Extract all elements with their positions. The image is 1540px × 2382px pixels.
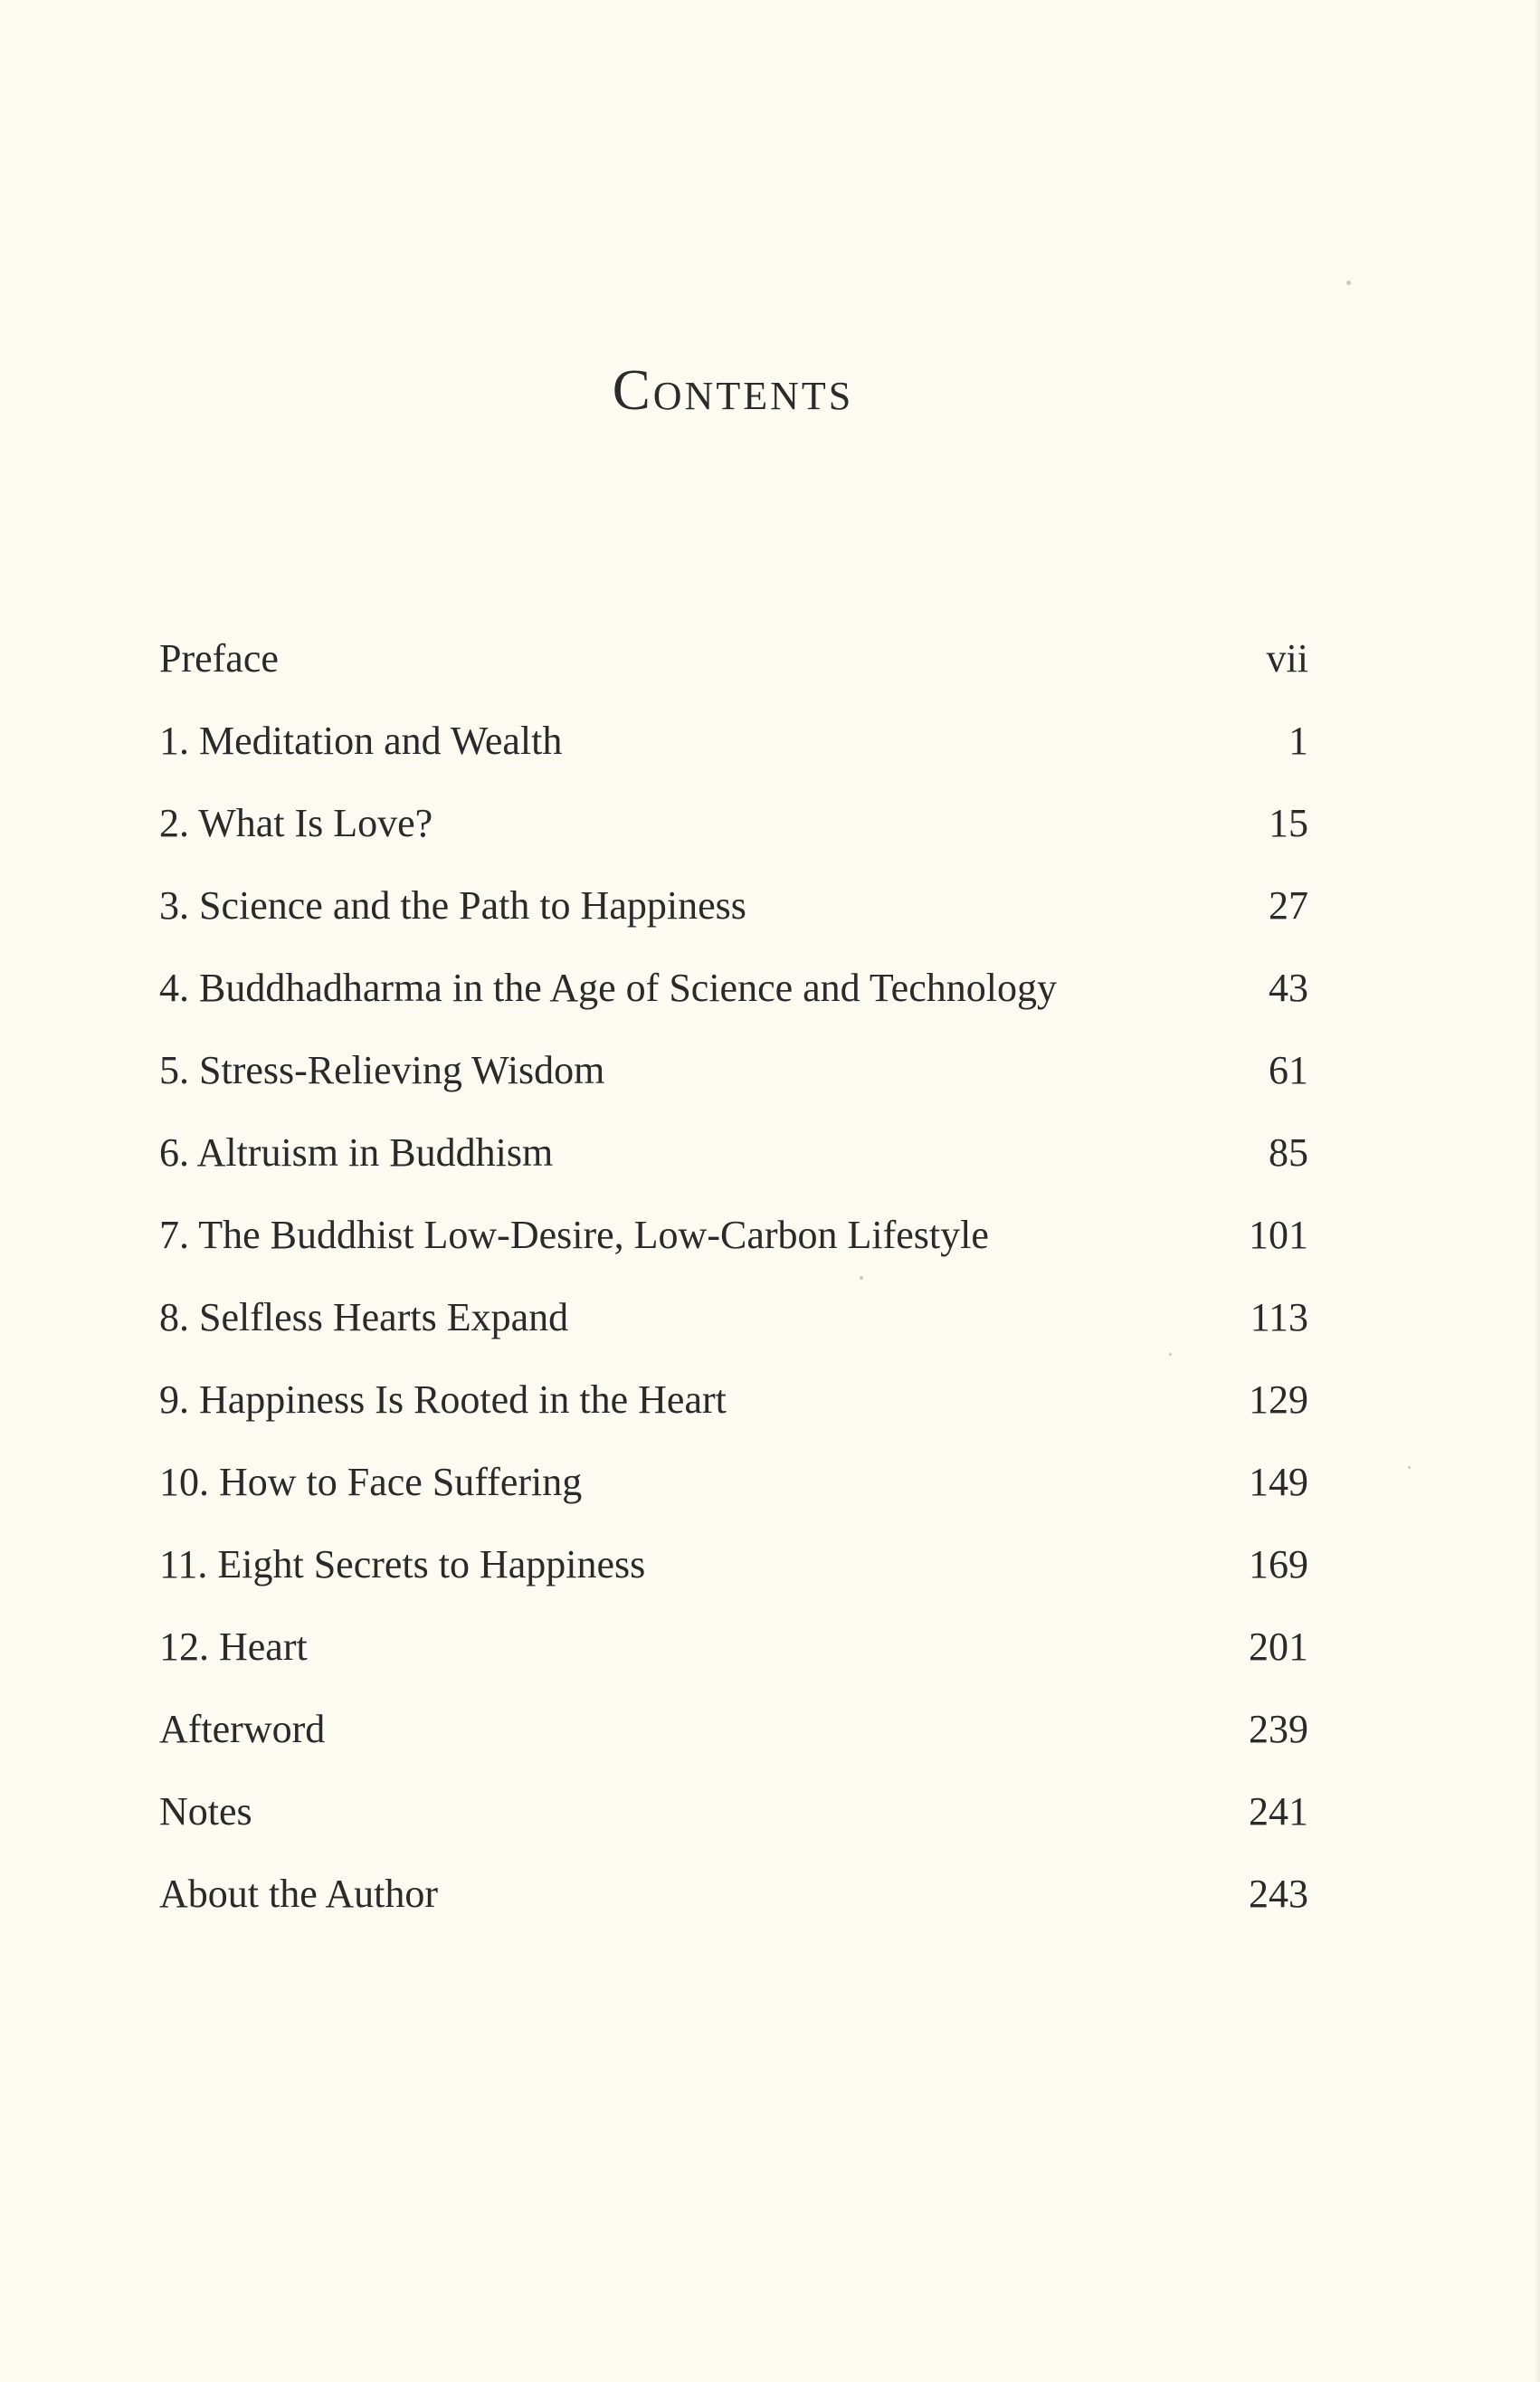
toc-entry-label: 7. The Buddhist Low-Desire, Low-Carbon Lifestyle bbox=[159, 1213, 989, 1257]
toc-entry-page: 149 bbox=[1249, 1460, 1308, 1504]
toc-entry-page: 27 bbox=[1269, 883, 1308, 928]
toc-entry-label: 12. Heart bbox=[159, 1625, 308, 1669]
toc-entry-chapter-1[interactable] bbox=[159, 707, 1308, 789]
toc-entry-chapter-7[interactable] bbox=[159, 1201, 1308, 1283]
toc-entry-page: 1 bbox=[1288, 719, 1308, 763]
toc-entry-label: Afterword bbox=[159, 1707, 326, 1751]
toc-entry-page: 239 bbox=[1249, 1707, 1308, 1751]
toc-entry-page: 85 bbox=[1269, 1130, 1308, 1175]
toc-entry-chapter-5[interactable] bbox=[159, 1036, 1308, 1119]
toc-entry-chapter-8[interactable] bbox=[159, 1283, 1308, 1366]
toc-entry-chapter-3[interactable] bbox=[159, 872, 1308, 954]
toc-entry-chapter-11[interactable] bbox=[159, 1530, 1308, 1613]
toc-entry-chapter-9[interactable] bbox=[159, 1366, 1308, 1448]
toc-entry-page: 43 bbox=[1269, 966, 1308, 1010]
toc-entry-preface[interactable] bbox=[159, 624, 1308, 707]
paper-speck bbox=[1346, 281, 1351, 285]
toc-entry-page: 201 bbox=[1249, 1625, 1308, 1669]
toc-entry-chapter-10[interactable] bbox=[159, 1448, 1308, 1530]
toc-entry-label: 1. Meditation and Wealth bbox=[159, 719, 563, 763]
toc-entry-page: 15 bbox=[1269, 801, 1308, 845]
toc-entry-chapter-12[interactable] bbox=[159, 1613, 1308, 1695]
toc-entry-page: 129 bbox=[1249, 1377, 1308, 1422]
toc-entry-label: 8. Selfless Hearts Expand bbox=[159, 1295, 569, 1339]
toc-entry-chapter-6[interactable] bbox=[159, 1119, 1308, 1201]
toc-entry-page: 169 bbox=[1249, 1542, 1308, 1586]
page-edge-shadow bbox=[1535, 0, 1540, 2382]
toc-entry-chapter-2[interactable] bbox=[159, 789, 1308, 872]
toc-entry-label: Notes bbox=[159, 1789, 252, 1834]
toc-entry-page: vii bbox=[1266, 636, 1308, 681]
toc-entry-label: 6. Altruism in Buddhism bbox=[159, 1130, 554, 1175]
toc-entry-label: 2. What Is Love? bbox=[159, 801, 433, 845]
toc-entry-label: 3. Science and the Path to Happiness bbox=[159, 883, 746, 928]
toc-entry-page: 61 bbox=[1269, 1048, 1308, 1092]
page-title: Contents bbox=[612, 358, 854, 422]
toc-entry-page: 101 bbox=[1249, 1213, 1308, 1257]
toc-entry-about-author[interactable] bbox=[159, 1860, 1308, 1942]
toc-entry-notes[interactable] bbox=[159, 1777, 1308, 1860]
toc-entry-page: 113 bbox=[1250, 1295, 1308, 1339]
toc-entry-afterword[interactable] bbox=[159, 1695, 1308, 1777]
toc-entry-chapter-4[interactable] bbox=[159, 954, 1308, 1036]
toc-entry-label: 10. How to Face Suffering bbox=[159, 1460, 583, 1504]
toc-entry-page: 243 bbox=[1249, 1872, 1308, 1916]
table-of-contents bbox=[159, 624, 1308, 1942]
toc-entry-label: About the Author bbox=[159, 1872, 438, 1916]
toc-entry-label: 11. Eight Secrets to Happiness bbox=[159, 1542, 646, 1586]
toc-entry-label: 4. Buddhadharma in the Age of Science and Technology bbox=[159, 966, 1057, 1010]
paper-speck bbox=[1408, 1466, 1411, 1469]
toc-entry-label: 5. Stress-Relieving Wisdom bbox=[159, 1048, 605, 1092]
toc-entry-page: 241 bbox=[1249, 1789, 1308, 1834]
toc-entry-label: 9. Happiness Is Rooted in the Heart bbox=[159, 1377, 727, 1422]
toc-entry-label: Preface bbox=[159, 636, 279, 681]
